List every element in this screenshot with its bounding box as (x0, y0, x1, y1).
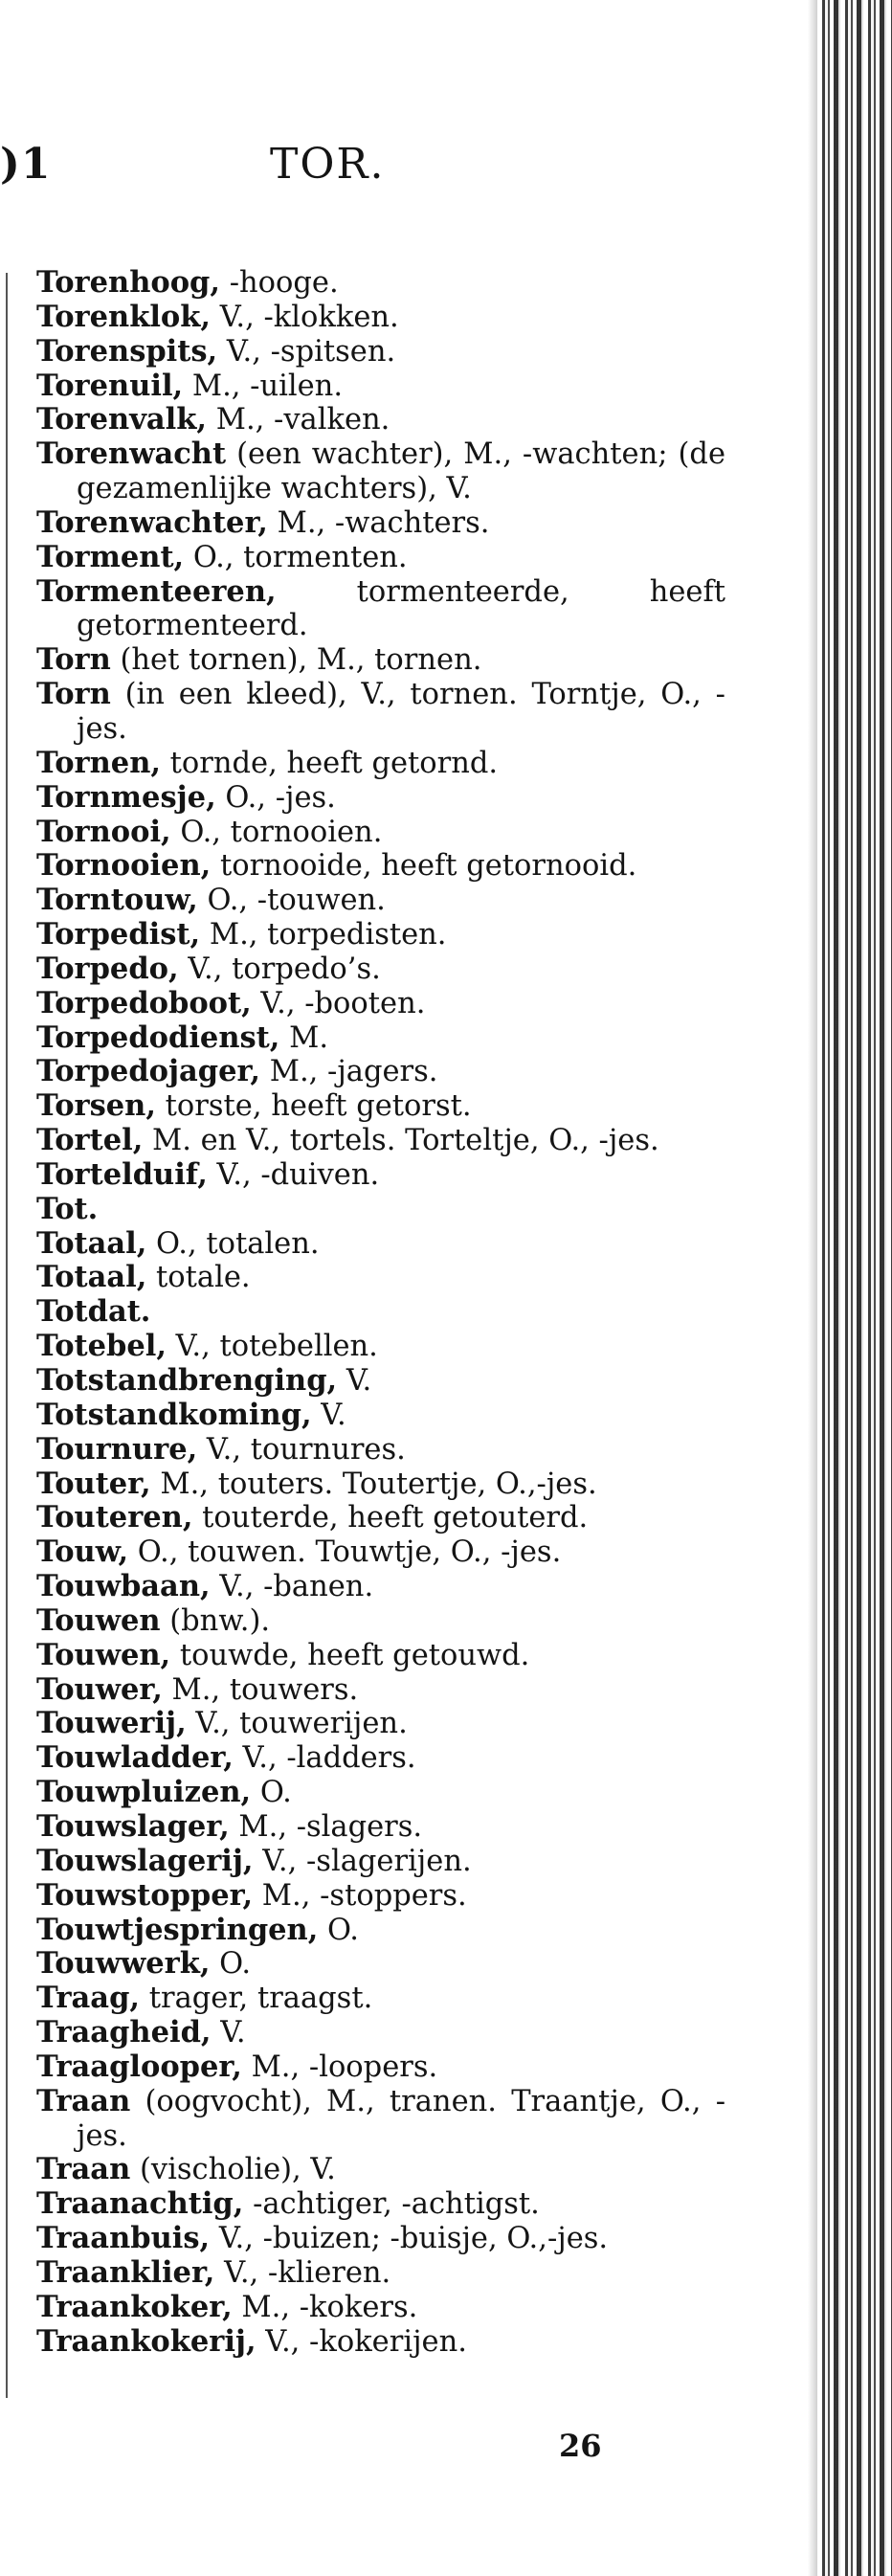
entry-headword: Torenspits, (36, 333, 218, 369)
entry-headword: Touwpluizen, (36, 1775, 252, 1810)
entry-definition: V., -banen. (210, 1570, 374, 1604)
entry-headword: Tot. (36, 1191, 99, 1226)
dictionary-entry (36, 1604, 725, 1639)
entry-headword: Traagheid, (36, 2015, 212, 2050)
entry-headword: Tornooien, (36, 848, 212, 884)
dictionary-entry (36, 1055, 725, 1089)
entry-definition: M., -loopers. (241, 2050, 438, 2084)
entry-headword: Torpedist, (36, 917, 201, 952)
entry-headword: Touwladder, (36, 1740, 234, 1776)
entry-headword: Traag, (36, 1981, 141, 2016)
entry-headword: Torenhoog, (36, 265, 220, 300)
dictionary-entry (36, 918, 725, 952)
entry-headword: Torenuil, (36, 368, 184, 403)
entry-headword: Touwen, (36, 1637, 171, 1672)
entry-headword: Tornen, (36, 745, 161, 780)
entry-definition: M. en V., tortels. Torteltje, O., -jes. (143, 1124, 659, 1158)
entry-headword: Totdat. (36, 1294, 151, 1330)
entry-definition: V., torpedo’s. (178, 952, 381, 986)
entry-headword: Torpedo, (36, 951, 179, 986)
entry-definition: (vischolie), V. (130, 2153, 336, 2187)
entry-headword: Touwwerk, (36, 1946, 211, 1982)
entry-headword: Torn (36, 642, 111, 678)
entry-headword: Tornooi, (36, 814, 171, 849)
dictionary-entry (36, 643, 725, 678)
entry-definition: M., -kokers. (232, 2290, 418, 2324)
entry-definition: (bnw.). (160, 1603, 271, 1638)
dictionary-entry (36, 849, 725, 884)
entry-headword: Torment, (36, 539, 185, 574)
entry-headword: Traanbuis, (36, 2221, 211, 2256)
dictionary-entry-list (36, 266, 725, 2359)
entry-headword: Torenvalk, (36, 402, 208, 437)
dictionary-entry (36, 1535, 725, 1570)
entry-definition: torste, heeft getorst. (155, 1089, 472, 1124)
entry-headword: Totstandbrenging, (36, 1363, 338, 1398)
entry-definition: O., tormenten. (184, 540, 408, 574)
dictionary-entry (36, 1982, 725, 2016)
dictionary-entry (36, 884, 725, 918)
entry-definition: M., touters. Toutertje, O.,-jes. (150, 1467, 597, 1501)
entry-headword: Touter, (36, 1466, 151, 1501)
page-number-fragment: )1 (0, 140, 52, 189)
entry-definition: V., -duiven. (207, 1157, 380, 1192)
entry-definition: V., totebellen. (166, 1330, 378, 1364)
dictionary-entry (36, 370, 725, 404)
entry-definition: O., -jes. (215, 780, 336, 815)
dictionary-entry (36, 816, 725, 850)
entry-definition: tornooide, heeft getornooid. (211, 849, 637, 884)
dictionary-entry (36, 335, 725, 370)
entry-definition: V. (337, 1364, 372, 1398)
dictionary-entry (36, 1295, 725, 1330)
dictionary-entry (36, 1879, 725, 1914)
dictionary-entry (36, 1124, 725, 1158)
entry-definition: V., -booten. (251, 986, 426, 1020)
entry-headword: Touwen (36, 1602, 161, 1638)
running-head: TOR. (270, 140, 386, 189)
entry-definition: touwde, heeft getouwd. (170, 1638, 530, 1672)
entry-headword: Touteren, (36, 1500, 193, 1535)
dictionary-entry (36, 1845, 725, 1879)
entry-definition: V., -klieren. (214, 2255, 391, 2290)
entry-definition: M. (279, 1020, 329, 1055)
dictionary-entry (36, 1364, 725, 1399)
entry-definition: -hooge. (220, 266, 339, 300)
dictionary-entry (36, 1639, 725, 1673)
entry-headword: Traankokerij, (36, 2323, 256, 2359)
entry-definition: (het tornen), M., tornen. (110, 643, 482, 678)
dictionary-entry (36, 1776, 725, 1810)
entry-definition: M., -valken. (207, 403, 390, 437)
dictionary-entry (36, 2016, 725, 2050)
dictionary-entry (36, 1947, 725, 1982)
entry-definition: tornde, heeft getornd. (160, 746, 499, 780)
dictionary-entry (36, 1741, 725, 1776)
entry-headword: Traanachtig, (36, 2186, 244, 2222)
entry-definition: M., -stoppers. (253, 1878, 467, 1913)
dictionary-entry (36, 781, 725, 816)
entry-definition: V., -ladders. (233, 1741, 416, 1776)
dictionary-entry (36, 1467, 725, 1502)
entry-definition: O., touwen. Touwtje, O., -jes. (128, 1535, 562, 1570)
dictionary-entry (36, 2291, 725, 2325)
entry-headword: Tormenteeren, (36, 573, 277, 609)
entry-definition: M., -wachters. (267, 505, 490, 540)
entry-definition: M., -jagers. (260, 1055, 438, 1089)
dictionary-entry (36, 1673, 725, 1708)
entry-definition: -achtiger, -achtigst. (243, 2187, 540, 2222)
dictionary-entry (36, 952, 725, 987)
entry-headword: Torn (36, 677, 111, 712)
entry-headword: Touwstopper, (36, 1877, 254, 1913)
entry-headword: Torenwachter, (36, 504, 268, 540)
dictionary-entry (36, 1570, 725, 1604)
entry-headword: Torenwacht (36, 437, 227, 472)
entry-definition: O., tornooien. (170, 815, 383, 849)
entry-headword: Touwerij, (36, 1706, 187, 1741)
entry-definition: V., touwerijen. (186, 1707, 408, 1741)
entry-definition: M., torpedisten. (200, 918, 447, 952)
dictionary-entry (36, 1158, 725, 1193)
entry-headword: Tournure, (36, 1431, 198, 1467)
dictionary-entry (36, 266, 725, 301)
entry-headword: Traankoker, (36, 2289, 233, 2324)
entry-headword: Touwslager, (36, 1808, 230, 1844)
entry-definition: trager, traagst. (140, 1982, 373, 2016)
dictionary-entry (36, 1021, 725, 1056)
dictionary-entry (36, 1810, 725, 1845)
entry-headword: Torntouw, (36, 883, 198, 918)
dictionary-entry (36, 1707, 725, 1741)
entry-headword: Totebel, (36, 1329, 167, 1364)
entry-headword: Traan (36, 2083, 131, 2118)
entry-definition: V., -slagerijen. (253, 1844, 472, 1878)
entry-definition: touterde, heeft getouterd. (192, 1501, 589, 1535)
dictionary-entry (36, 1330, 725, 1364)
entry-definition: V., -kokerijen. (256, 2324, 467, 2359)
entry-headword: Traanklier, (36, 2254, 215, 2290)
dictionary-entry (36, 1227, 725, 1262)
entry-headword: Tortel, (36, 1123, 144, 1158)
dictionary-entry (36, 2085, 725, 2154)
entry-definition: O. (210, 1947, 252, 1982)
dictionary-entry (36, 1433, 725, 1467)
dictionary-entry (36, 1193, 725, 1227)
dictionary-entry (36, 1914, 725, 1948)
entry-headword: Touwslagerij, (36, 1843, 254, 1878)
entry-definition: V. (211, 2016, 246, 2050)
entry-definition: V. (311, 1398, 346, 1432)
dictionary-entry (36, 541, 725, 575)
entry-definition: V., -spitsen. (217, 334, 396, 369)
entry-headword: Totaal, (36, 1225, 147, 1261)
dictionary-entry (36, 2222, 725, 2256)
entry-headword: Tornmesje, (36, 779, 216, 815)
dictionary-entry (36, 1089, 725, 1124)
entry-headword: Torpedoboot, (36, 985, 252, 1020)
dictionary-entry (36, 506, 725, 541)
entry-definition: totale. (146, 1261, 251, 1295)
dictionary-entry (36, 403, 725, 437)
dictionary-entry (36, 747, 725, 781)
dictionary-entry (36, 2050, 725, 2085)
entry-definition: M., -slagers. (229, 1809, 423, 1844)
dictionary-entry (36, 575, 725, 644)
binding-shadow (808, 0, 817, 2576)
entry-headword: Torenklok, (36, 299, 212, 334)
entry-headword: Torpedojager, (36, 1054, 261, 1089)
page-edge-stripes (817, 0, 892, 2576)
dictionary-entry (36, 2153, 725, 2187)
entry-definition: O., -touwen. (197, 884, 386, 918)
entry-definition: V., -buizen; -buisje, O.,-jes. (210, 2222, 609, 2256)
entry-definition: (een wachter), M., -wachten; (de gezamenlijke wachters), V. (77, 437, 725, 506)
entry-definition: tormenteerde, heeft getormenteerd. (77, 574, 725, 643)
dictionary-entry (36, 301, 725, 335)
entry-definition: M., touwers. (162, 1672, 359, 1707)
left-margin-rule (6, 273, 8, 2398)
dictionary-entry (36, 2187, 725, 2222)
entry-headword: Torpedodienst, (36, 1019, 280, 1055)
dictionary-entry (36, 1501, 725, 1535)
entry-definition: M., -uilen. (183, 369, 344, 403)
entry-headword: Touwbaan, (36, 1569, 211, 1604)
entry-definition: O. (251, 1776, 292, 1810)
entry-definition: V., tournures. (197, 1432, 406, 1467)
dictionary-entry (36, 2325, 725, 2360)
entry-headword: Touw, (36, 1534, 129, 1570)
entry-headword: Torsen, (36, 1088, 156, 1124)
entry-headword: Totstandkoming, (36, 1397, 312, 1432)
entry-headword: Touwer, (36, 1671, 163, 1707)
dictionary-entry (36, 1261, 725, 1295)
entry-headword: Traaglooper, (36, 2049, 242, 2084)
dictionary-entry (36, 987, 725, 1021)
entry-headword: Totaal, (36, 1260, 147, 1295)
entry-headword: Touwtjespringen, (36, 1912, 319, 1947)
entry-headword: Traan (36, 2152, 131, 2187)
folio-number: 26 (559, 2428, 602, 2464)
entry-definition: (oogvocht), M., tranen. Traantje, O., -jes. (77, 2084, 725, 2153)
entry-definition: O. (318, 1913, 359, 1947)
entry-headword: Tortelduif, (36, 1156, 208, 1192)
dictionary-entry (36, 678, 725, 747)
dictionary-entry (36, 437, 725, 506)
dictionary-entry (36, 1399, 725, 1433)
dictionary-entry (36, 2256, 725, 2291)
entry-definition: (in een kleed), V., tornen. Torntje, O., -jes. (77, 678, 725, 746)
entry-definition: O., totalen. (146, 1226, 320, 1261)
entry-definition: V., -klokken. (211, 300, 399, 334)
